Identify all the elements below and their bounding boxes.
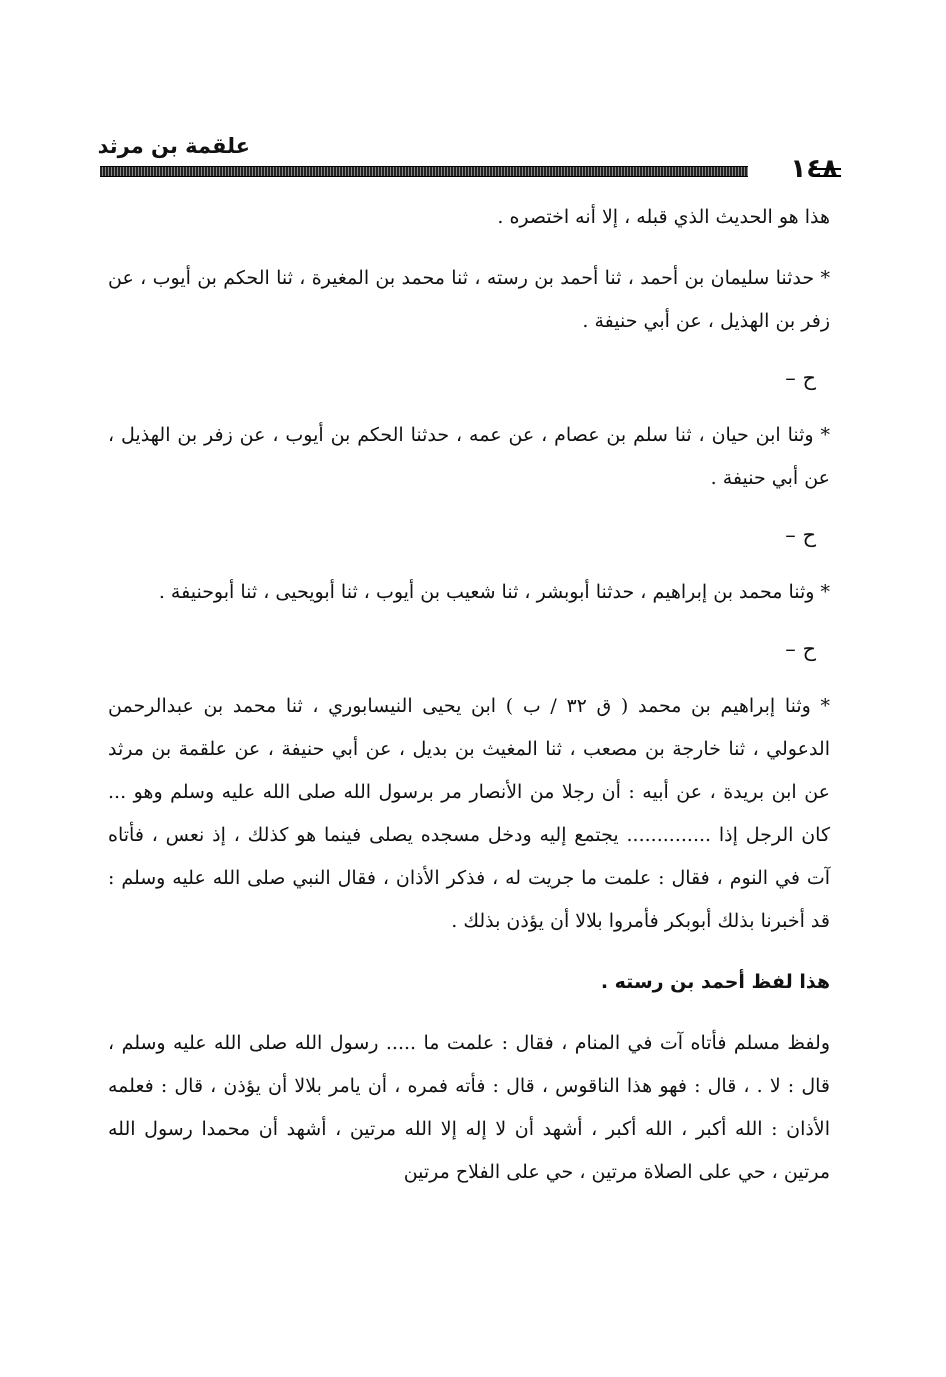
page-body xyxy=(108,196,830,1194)
paragraph-chain-3: * وثنا محمد بن إبراهيم ، حدثنا أبوبشر ، ثنا شعيب بن أيوب ، ثنا أبويحيى ، ثنا أبوحنيفة . xyxy=(158,581,830,603)
tahwil-marker: ح – xyxy=(785,366,816,390)
page-number: ١٤٨ xyxy=(790,154,838,184)
page-header xyxy=(97,128,840,188)
paragraph-muslim-wording: ولفظ مسلم فأتاه آت في المنام ، فقال : علمت ما ..... رسول الله صلى الله عليه وسلم ، قال : لا . ، قال : فهو هذا الناقوس ، قال : فأته فمره ، أن يامر بلالا أن يؤذن ، قال : فعلمه الأذان : الله أكبر ، الله أكبر ، أشهد أن لا إله إلا الله مرتين ، أشهد أن محمدا رسول الله مرتين ، حي على الصلاة مرتين ، حي على الفلاح مرتين xyxy=(108,1032,830,1183)
paragraph-chain-1: * حدثنا سليمان بن أحمد ، ثنا أحمد بن رسته ، ثنا محمد بن المغيرة ، ثنا الحكم بن أيوب ، عن زفر بن الهذيل ، عن أبي حنيفة . xyxy=(108,267,830,332)
running-title: علقمة بن مرثد xyxy=(97,134,250,158)
paragraph-chain-2: * وثنا ابن حيان ، ثنا سلم بن عصام ، عن عمه ، حدثنا الحكم بن أيوب ، عن زفر بن الهذيل ، عن أبي حنيفة . xyxy=(108,424,830,489)
header-rule xyxy=(100,166,748,177)
paragraph-intro: هذا هو الحديث الذي قبله ، إلا أنه اختصره . xyxy=(497,206,830,228)
tahwil-marker: ح – xyxy=(785,637,816,661)
paragraph-hadith: * وثنا إبراهيم بن محمد ( ق ٣٢ / ب ) ابن يحيى النيسابوري ، ثنا محمد بن عبدالرحمن الدعولي ، ثنا خارجة بن مصعب ، ثنا المغيث بن بديل ، عن أبي حنيفة ، عن علقمة بن مرثد عن ابن بريدة ، عن أبيه : أن رجلا من الأنصار مر برسول الله صلى الله عليه وسلم وهو ... كان الرجل إذا .............. يجتمع إليه ودخل مسجده يصلى فينما هو كذلك ، إذ نعس ، فأتاه آت في النوم ، فقال : علمت ما جريت له ، فذكر الأذان ، فقال النبي صلى الله عليه وسلم : قد أخبرنا بذلك أبوبكر فأمروا بلالا أن يؤذن بذلك . xyxy=(108,695,831,932)
paragraph-wording-note: هذا لفظ أحمد بن رسته . xyxy=(600,971,830,993)
page-number-marker xyxy=(813,168,841,177)
tahwil-marker: ح – xyxy=(785,523,816,547)
